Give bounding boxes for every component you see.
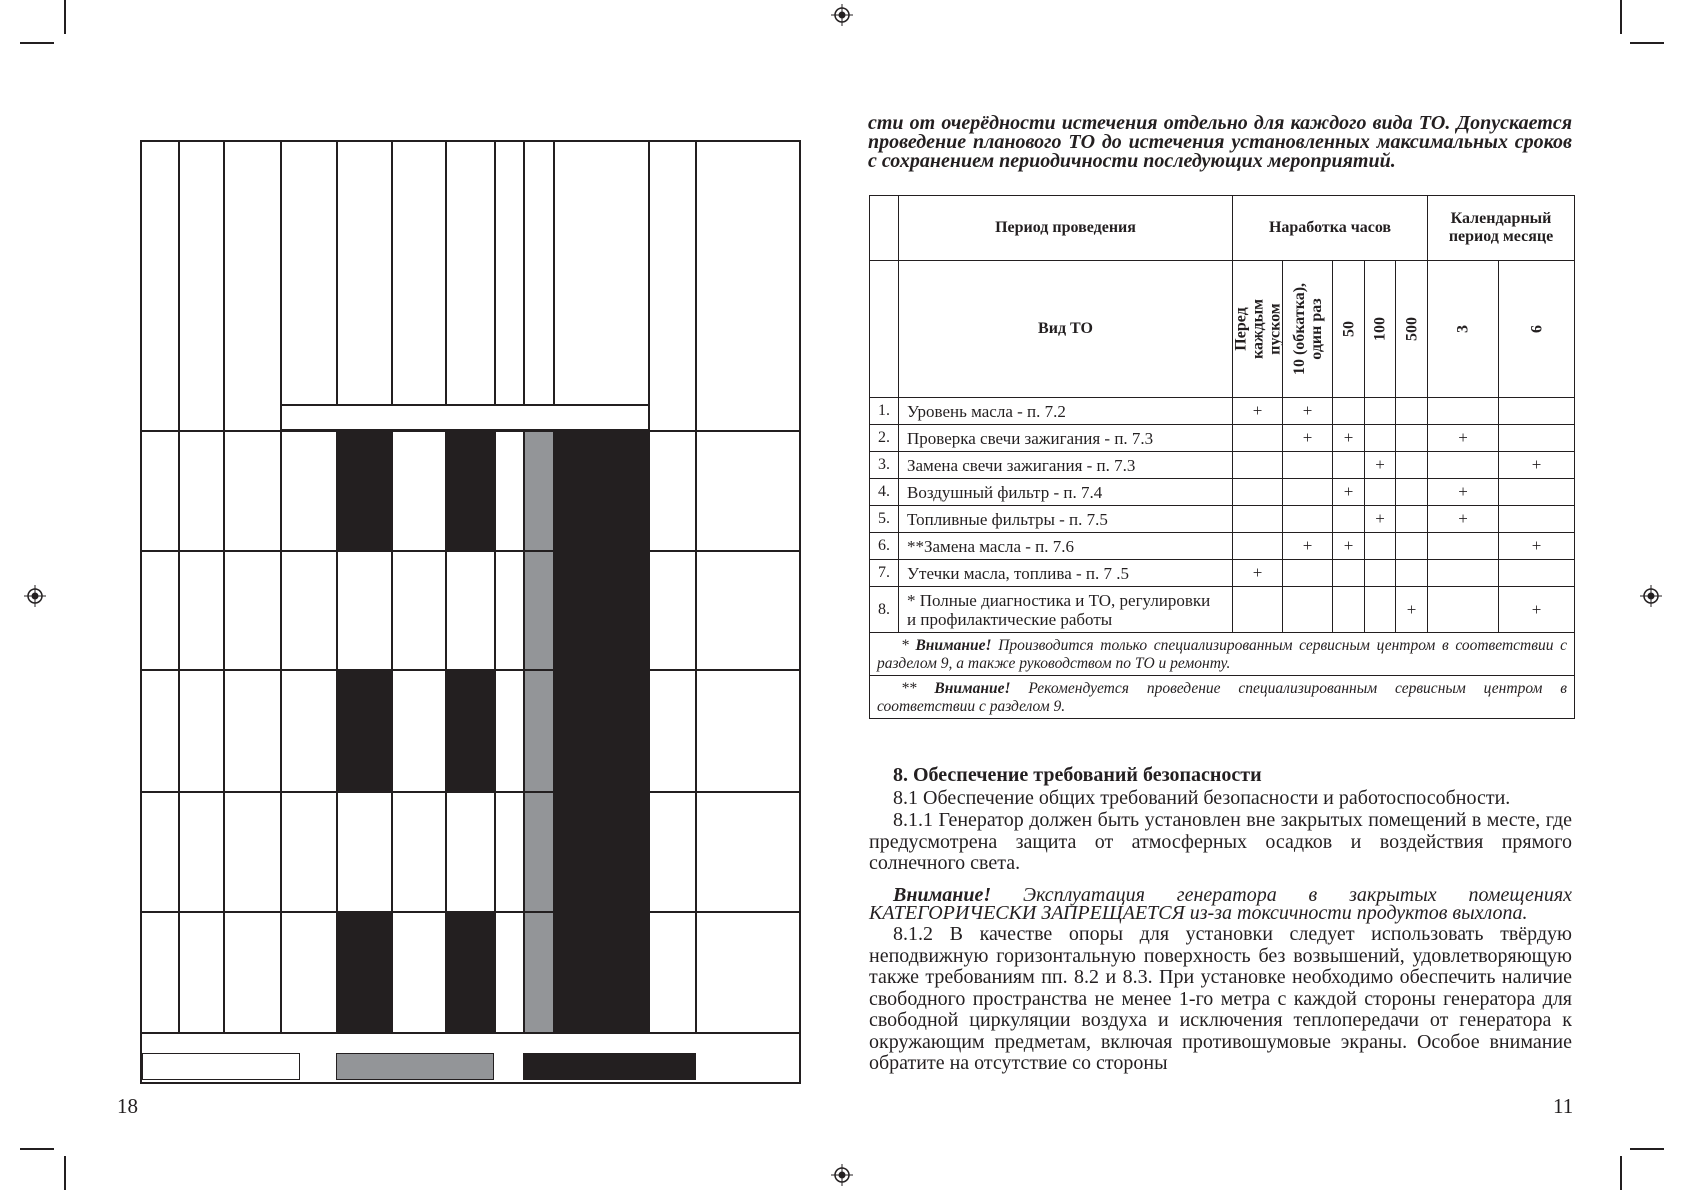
rotated-maintenance-grid: [140, 140, 801, 1084]
row-mark: +: [1396, 587, 1428, 633]
grid-line: [391, 430, 393, 1032]
row-mark: [1428, 533, 1499, 560]
table-row: [870, 506, 1575, 533]
paragraph-8-1-1: 8.1.1 Генератор должен быть установлен вне закрытых помещений в месте, где предусмотрена защита от атмосферных осадков и воздействия прямого солнечного света.: [869, 809, 1572, 874]
row-mark: +: [1333, 533, 1365, 560]
row-mark: [1428, 452, 1499, 479]
row-mark: [1233, 425, 1283, 452]
grid-line: [494, 430, 496, 1032]
header-calendar: Календарный период месяце: [1428, 196, 1575, 261]
registration-mark-icon: [24, 585, 46, 607]
cell-fill-black: [445, 669, 494, 791]
row-mark: +: [1233, 398, 1283, 425]
table-note-1: [870, 633, 1575, 676]
crop-mark: [20, 42, 54, 44]
row-mark: [1365, 560, 1396, 587]
row-mark: [1233, 506, 1283, 533]
note-lead: *: [901, 637, 916, 654]
table-row: [870, 533, 1575, 560]
row-name: Воздушный фильтр - п. 7.4: [899, 479, 1233, 506]
row-mark: [1333, 452, 1365, 479]
row-number: 5.: [870, 506, 899, 533]
grid-line: [445, 430, 447, 1032]
crop-mark: [1630, 42, 1664, 44]
row-mark: [1428, 398, 1499, 425]
row-mark: [1396, 452, 1428, 479]
grid-line: [445, 142, 447, 404]
row-mark: +: [1365, 452, 1396, 479]
row-mark: [1499, 479, 1575, 506]
paragraph-8-1: 8.1 Обеспечение общих требований безопасности и работоспособности.: [893, 787, 1511, 809]
cell-fill-black: [445, 430, 494, 550]
header-6: [1499, 261, 1575, 398]
table-row: [870, 560, 1575, 587]
row-mark: +: [1283, 425, 1333, 452]
row-number: 8.: [870, 587, 899, 633]
row-mark: [1428, 587, 1499, 633]
row-mark: [1365, 479, 1396, 506]
section-heading: 8. Обеспечение требований безопасности: [893, 764, 1262, 786]
grid-line: [142, 911, 799, 913]
grid-line: [494, 142, 496, 404]
crop-mark: [1630, 1148, 1664, 1150]
warning-label: Внимание!: [893, 884, 992, 906]
row-mark: [1283, 587, 1333, 633]
crop-mark: [64, 1156, 66, 1190]
grid-line: [695, 142, 697, 1032]
row-number: 4.: [870, 479, 899, 506]
row-mark: [1396, 479, 1428, 506]
table-note-row: [870, 633, 1575, 676]
header-500: [1396, 261, 1428, 398]
note-warning-label: Внимание!: [934, 680, 1011, 697]
grid-line: [648, 142, 650, 1032]
cell-fill-black: [336, 430, 391, 550]
header-hours: Наработка часов: [1233, 196, 1428, 261]
header-period: Период проведения: [899, 196, 1233, 261]
row-mark: [1233, 533, 1283, 560]
row-mark: [1499, 398, 1575, 425]
row-name: Утечки масла, топлива - п. 7 .5: [899, 560, 1233, 587]
grid-line: [280, 404, 648, 406]
registration-mark-icon: [831, 4, 853, 26]
row-mark: +: [1499, 533, 1575, 560]
header-100-label: 100: [1371, 317, 1389, 341]
row-mark: [1365, 398, 1396, 425]
table-row: [870, 479, 1575, 506]
table-row: [870, 398, 1575, 425]
table-row: [870, 425, 1575, 452]
header-50-label: 50: [1340, 321, 1357, 337]
row-mark: +: [1499, 452, 1575, 479]
table-header-row: [870, 261, 1575, 398]
table-header-row: [870, 196, 1575, 261]
header-break-in-label: 10 (обкатка), один раз: [1290, 282, 1325, 376]
row-mark: [1233, 452, 1283, 479]
header-before-start: [1233, 261, 1283, 398]
warning-text: Эксплуатация генератора в закрытых помещениях КАТЕГОРИЧЕСКИ ЗАПРЕЩАЕТСЯ из-за токсичности продуктов выхлопа.: [869, 884, 1572, 924]
row-mark: +: [1428, 425, 1499, 452]
row-mark: [1283, 479, 1333, 506]
row-mark: [1233, 587, 1283, 633]
row-mark: [1333, 398, 1365, 425]
cell-fill-black: [553, 430, 648, 1032]
row-mark: [1499, 506, 1575, 533]
header-3: [1428, 261, 1499, 398]
row-number: 1.: [870, 398, 899, 425]
row-name: Топливные фильтры - п. 7.5: [899, 506, 1233, 533]
note-text: Производится только специализированным сервисным центром в соответствии с разделом 9, а также руководством по ТО и ремонту.: [877, 637, 1567, 672]
grid-line: [523, 430, 525, 1032]
warning-paragraph: [869, 886, 1572, 922]
grid-line: [142, 430, 799, 432]
row-mark: +: [1428, 479, 1499, 506]
row-mark: [1396, 506, 1428, 533]
row-mark: [1365, 533, 1396, 560]
row-name: Замена свечи зажигания - п. 7.3: [899, 452, 1233, 479]
cell-fill-black: [336, 669, 391, 791]
note-text: Рекомендуется проведение специализированным сервисным центром в соответствии с разделом 9.: [877, 680, 1567, 715]
crop-mark: [20, 1148, 54, 1150]
row-mark: +: [1428, 506, 1499, 533]
row-name: **Замена масла - п. 7.6: [899, 533, 1233, 560]
row-mark: [1283, 452, 1333, 479]
row-mark: +: [1333, 479, 1365, 506]
intro-paragraph: сти от очерёдности истечения отдельно для каждого вида ТО. Допускается проведение планового ТО до истечения установленных максимальных сроков с сохранением периодичности последующих мероприятий.: [868, 112, 1572, 172]
cell-fill-grey: [523, 430, 553, 1032]
row-mark: [1396, 425, 1428, 452]
row-mark: +: [1283, 398, 1333, 425]
row-mark: [1333, 587, 1365, 633]
paragraph-8-1-2: 8.1.2 В качестве опоры для установки следует использовать твёрдую неподвижную горизонтальную поверхность без возвышений, удовлетворяющую также требованиям пп. 8.2 и 8.3. При установке необходимо обеспечить наличие свободного пространства не менее 1-го метра с каждой стороны генератора для свободной циркуляции воздуха и исключения теплопередачи от генератора к окружающим предметам, включая противошумовые экраны. Особое внимание обратите на отсутствие со стороны: [869, 923, 1572, 1074]
crop-mark: [64, 0, 66, 34]
grid-line: [142, 791, 799, 793]
row-name: Проверка свечи зажигания - п. 7.3: [899, 425, 1233, 452]
row-mark: +: [1283, 533, 1333, 560]
header-500-label: 500: [1403, 317, 1420, 341]
registration-mark-icon: [831, 1164, 853, 1186]
row-mark: [1333, 506, 1365, 533]
row-mark: [1283, 560, 1333, 587]
header-vid: Вид ТО: [899, 261, 1233, 398]
legend-swatch-black: [523, 1053, 696, 1080]
row-mark: +: [1333, 425, 1365, 452]
header-50: [1333, 261, 1365, 398]
grid-line: [336, 142, 338, 404]
row-mark: [1499, 425, 1575, 452]
cell-fill-black: [445, 911, 494, 1032]
row-mark: +: [1233, 560, 1283, 587]
table-row: [870, 587, 1575, 633]
table-row: [870, 452, 1575, 479]
maintenance-schedule-table: [869, 195, 1575, 719]
header-6-label: 6: [1528, 325, 1545, 333]
row-number: 2.: [870, 425, 899, 452]
grid-line: [142, 669, 799, 671]
page-number-left: 18: [117, 1094, 138, 1118]
grid-line: [553, 142, 555, 404]
header-before-start-label: Перед каждым пуском: [1232, 298, 1283, 360]
row-name: * Полные диагностика и ТО, регулировки и профилактические работы: [899, 587, 1233, 633]
grid-line: [178, 142, 180, 1032]
row-mark: [1499, 560, 1575, 587]
registration-mark-icon: [1640, 585, 1662, 607]
row-number: 6.: [870, 533, 899, 560]
table-note-2: [870, 676, 1575, 719]
table-note-row: [870, 676, 1575, 719]
row-mark: [1365, 587, 1396, 633]
grid-line: [142, 550, 799, 552]
crop-mark: [1620, 0, 1622, 34]
row-mark: [1396, 398, 1428, 425]
grid-line: [280, 142, 282, 1032]
grid-line: [142, 1032, 799, 1034]
crop-mark: [1620, 1156, 1622, 1190]
row-mark: [1365, 425, 1396, 452]
note-lead: **: [901, 680, 935, 697]
page-number-right: 11: [1553, 1094, 1574, 1118]
row-number: 3.: [870, 452, 899, 479]
row-mark: [1396, 533, 1428, 560]
row-mark: +: [1365, 506, 1396, 533]
row-mark: [1333, 560, 1365, 587]
grid-line: [223, 142, 225, 1032]
legend-swatch-grey: [336, 1053, 494, 1080]
grid-line: [336, 430, 338, 1032]
legend-swatch-white: [142, 1053, 300, 1080]
table-header-cell: [870, 261, 899, 398]
row-mark: +: [1499, 587, 1575, 633]
cell-fill-black: [336, 911, 391, 1032]
grid-line: [391, 142, 393, 404]
table-header-cell: [870, 196, 899, 261]
header-100: [1365, 261, 1396, 398]
row-mark: [1396, 560, 1428, 587]
note-warning-label: Внимание!: [915, 637, 992, 654]
row-number: 7.: [870, 560, 899, 587]
row-mark: [1233, 479, 1283, 506]
header-3-label: 3: [1454, 325, 1472, 333]
header-break-in: [1283, 261, 1333, 398]
row-mark: [1428, 560, 1499, 587]
row-name: Уровень масла - п. 7.2: [899, 398, 1233, 425]
row-mark: [1283, 506, 1333, 533]
grid-line: [523, 142, 525, 404]
